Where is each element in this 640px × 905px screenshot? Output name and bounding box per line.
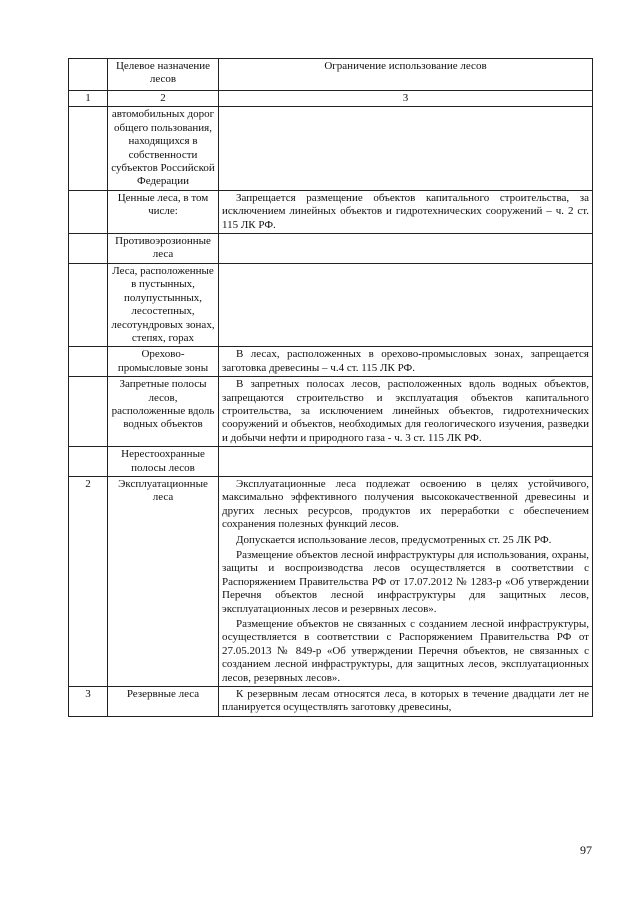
row-number: [69, 107, 108, 190]
purpose-cell: Запретные полосы лесов, расположенные вдоль водных объектов: [108, 377, 219, 447]
table-row: [69, 263, 593, 346]
row-number: [69, 234, 108, 264]
table-row: [69, 347, 593, 377]
restriction-text: Запрещается размещение объектов капитального строительства, за исключением линейных объектов и гидротехнических сооружений – ч. 2 ст. 115 ЛК РФ.: [222, 191, 589, 231]
restriction-text: В запретных полосах лесов, расположенных вдоль водных объектов, запрещаются строительство и эксплуатация объектов капитального строительства, за исключением линейных объектов, гидротехнических сооружений и объектов, необходимых для геологического изучения, разведки и добычи нефти и природного газа - ч. 3 ст. 115 ЛК РФ.: [222, 378, 589, 444]
row-number: [69, 190, 108, 233]
restriction-text: Размещение объектов лесной инфраструктуры для использования, охраны, защиты и воспроизводства лесов осуществляется в соответствии с Распоряжением Правительства РФ от 17.07.2012 № 1283-р «Об утверждении Перечня объектов лесной инфраструктуры для защитных лесов, эксплуатационных лесов и резервных лесов».: [222, 549, 589, 615]
row-number: 3: [69, 687, 108, 717]
header-purpose: Целевое назначение лесов: [108, 59, 219, 91]
numbering-cell-2: 2: [108, 91, 219, 107]
table-row: [69, 234, 593, 264]
restriction-cell: [219, 263, 593, 346]
purpose-cell: автомобильных дорог общего пользования, находящихся в собственности субъектов Российской Федерации: [108, 107, 219, 190]
purpose-cell: Резервные леса: [108, 687, 219, 717]
restriction-cell: [219, 447, 593, 477]
row-number: 2: [69, 476, 108, 686]
purpose-cell: Ценные леса, в том числе:: [108, 190, 219, 233]
table-row: [69, 377, 593, 447]
numbering-cell-1: 1: [69, 91, 108, 107]
table-row: [69, 447, 593, 477]
header-restriction: Ограничение использование лесов: [219, 59, 593, 91]
row-number: [69, 347, 108, 377]
row-number: [69, 263, 108, 346]
restriction-text: Допускается использование лесов, предусмотренных ст. 25 ЛК РФ.: [236, 533, 552, 546]
restriction-text: К резервным лесам относятся леса, в которых в течение двадцати лет не планируется осуществлять заготовку древесины,: [222, 688, 589, 714]
header-cell-number: [69, 59, 108, 91]
table-header-row: [69, 59, 593, 91]
restriction-text: Размещение объектов не связанных с созданием лесной инфраструктуры, осуществляется в соответствии с Распоряжением Правительства РФ от 27.05.2013 № 849-р «Об утверждении Перечня объектов, не связанных с созданием лесной инфраструктуры, для защитных лесов, эксплуатационных лесов, резервных лесов».: [222, 618, 589, 684]
row-number: [69, 377, 108, 447]
table-row: [69, 190, 593, 233]
restriction-text: В лесах, расположенных в орехово-промысловых зонах, запрещается заготовка древесины – ч.4 ст. 115 ЛК РФ.: [222, 348, 589, 374]
purpose-cell: Эксплуатационные леса: [108, 476, 219, 686]
page-number: 97: [580, 843, 592, 857]
restriction-cell: [219, 107, 593, 190]
purpose-cell: Нерестоохранные полосы лесов: [108, 447, 219, 477]
table-row: [69, 687, 593, 717]
restriction-text: Эксплуатационные леса подлежат освоению в целях устойчивого, максимально эффективного получения высококачественной древесины и других лесных ресурсов, продуктов их переработки с обеспечением сохранения полезных функций лесов.: [222, 477, 589, 531]
table-row: [69, 476, 593, 686]
restriction-cell: [219, 190, 593, 233]
table-row: [69, 107, 593, 190]
numbering-cell-3: 3: [219, 91, 593, 107]
restriction-cell: [219, 377, 593, 447]
forest-restrictions-table: [68, 58, 593, 717]
restriction-cell: [219, 347, 593, 377]
purpose-cell: Орехово-промысловые зоны: [108, 347, 219, 377]
restriction-cell: [219, 476, 593, 686]
row-number: [69, 447, 108, 477]
table-numbering-row: [69, 91, 593, 107]
restriction-cell: [219, 687, 593, 717]
purpose-cell: Противоэрозионные леса: [108, 234, 219, 264]
restriction-cell: [219, 234, 593, 264]
purpose-cell: Леса, расположенные в пустынных, полупустынных, лесостепных, лесотундровых зонах, степях, горах: [108, 263, 219, 346]
